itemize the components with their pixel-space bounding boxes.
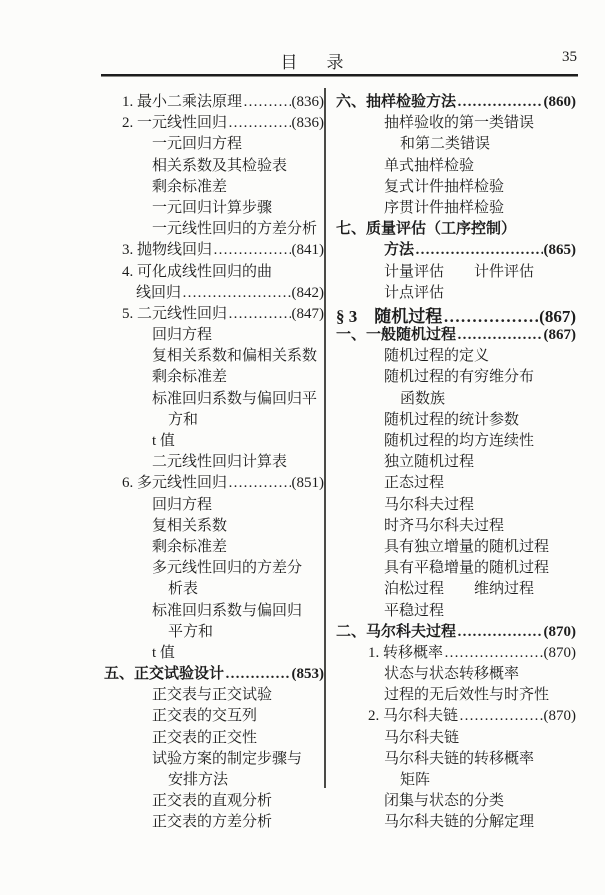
toc-entry-label: 函数族 <box>400 390 446 407</box>
dot-leader <box>457 94 542 111</box>
page-ref: (867) <box>539 306 576 326</box>
toc-entry-label: 剩余标准差 <box>152 538 228 555</box>
toc-entry-label: 一元回归计算步骤 <box>152 199 273 216</box>
toc-line <box>104 556 324 577</box>
toc-entry-label: 二元线性回归计算表 <box>152 454 288 471</box>
toc-entry-label: 相关系数及其检验表 <box>152 157 288 174</box>
page-ref: (870) <box>543 644 576 661</box>
dot-leader <box>457 624 542 641</box>
toc-entry <box>336 641 576 662</box>
toc-entry-label: 一元线性回归的方差分析 <box>152 221 318 238</box>
toc-entry-label: 随机过程的有穷维分布 <box>384 369 535 386</box>
toc-line <box>336 387 576 408</box>
toc-line <box>336 599 576 620</box>
toc-entry-label: 6. 多元线性回归 <box>122 475 228 492</box>
toc-line <box>104 132 324 153</box>
toc-column-right <box>336 90 576 832</box>
toc-entry <box>104 471 324 492</box>
page-ref: (836) <box>291 115 324 132</box>
toc-line <box>104 704 324 725</box>
toc-entry-label: 多元线性回归的方差分 <box>152 560 303 577</box>
toc-entry-label: 复相关系数和偏相关系数 <box>152 348 318 365</box>
toc-entry-label: 复式计件抽样检验 <box>384 178 505 195</box>
toc-entry <box>104 238 324 259</box>
toc-line <box>336 450 576 471</box>
header-rule <box>101 74 578 77</box>
page-ref: (853) <box>291 666 324 683</box>
toc-entry-label: 二、马尔科夫过程 <box>336 623 457 640</box>
toc-entry <box>104 662 324 683</box>
toc-line <box>336 344 576 365</box>
toc-entry-label: 一元回归方程 <box>152 136 243 153</box>
dot-leader <box>228 475 290 492</box>
toc-line <box>104 450 324 471</box>
toc-line <box>104 768 324 789</box>
toc-entry-label: 计点评估 <box>384 284 445 301</box>
toc-entry-label: 试验方案的制定步骤与 <box>152 750 303 767</box>
toc-line <box>336 154 576 175</box>
page-ref: (847) <box>291 305 324 322</box>
toc-line <box>104 154 324 175</box>
toc-line <box>336 662 576 683</box>
toc-entry-label: 安排方法 <box>168 772 229 788</box>
toc-line <box>104 217 324 238</box>
toc-entry-label: 方法 <box>384 242 415 259</box>
toc-entry-label: 正交表的正交性 <box>152 729 258 746</box>
toc-line <box>336 281 576 302</box>
toc-line <box>104 620 324 641</box>
toc-entry-label: 正交表的方差分析 <box>152 814 273 831</box>
toc-entry-label: 方和 <box>168 411 199 428</box>
toc-line <box>104 599 324 620</box>
page-ref: (836) <box>291 94 324 110</box>
toc-line <box>336 768 576 789</box>
toc-line <box>104 344 324 365</box>
toc-column-left <box>104 90 324 832</box>
toc-entry <box>336 90 576 111</box>
toc-line <box>336 196 576 217</box>
page-ref: (865) <box>543 242 576 259</box>
toc-line <box>104 493 324 514</box>
dot-leader <box>443 307 538 327</box>
toc-entry-label: 2. 一元线性回归 <box>122 115 228 132</box>
toc-line <box>336 132 576 153</box>
toc-line <box>104 323 324 344</box>
toc-entry-label: 计量评估 计件评估 <box>384 263 535 280</box>
toc-line <box>104 789 324 810</box>
toc-entry-label: 剩余标准差 <box>152 178 228 195</box>
toc-entry-label: 线回归 <box>136 284 182 301</box>
toc-entry-label: 1. 最小二乘法原理 <box>122 94 243 110</box>
toc-line <box>104 577 324 598</box>
dot-leader <box>182 285 290 302</box>
toc-entry-label: 单式抽样检验 <box>384 157 475 174</box>
toc-line <box>104 387 324 408</box>
toc-entry-label: 平方和 <box>168 623 214 640</box>
toc-entry <box>104 111 324 132</box>
toc-entry-label: 和第二类错误 <box>400 136 491 153</box>
page-ref: (851) <box>291 475 324 492</box>
toc-line <box>336 260 576 281</box>
toc-entry <box>104 302 324 323</box>
toc-entry-label: 5. 二元线性回归 <box>122 305 228 322</box>
toc-line <box>104 641 324 662</box>
toc-entry-label: 正交表与正交试验 <box>152 687 273 704</box>
toc-line <box>336 789 576 810</box>
page-number: 35 <box>562 49 577 65</box>
toc-entry-label: 抽样验收的第一类错误 <box>384 115 535 132</box>
toc-entry-label: 回归方程 <box>152 496 213 513</box>
toc-entry-label: 4. 可化成线性回归的曲 <box>122 263 273 280</box>
toc-entry-label: 正交表的直观分析 <box>152 793 273 810</box>
toc-entry <box>336 323 576 344</box>
toc-entry-label: 矩阵 <box>400 772 431 788</box>
toc-line <box>104 683 324 704</box>
toc-line <box>104 196 324 217</box>
toc-entry-label: 剩余标准差 <box>152 369 228 386</box>
toc-line <box>104 514 324 535</box>
dot-leader <box>415 242 542 259</box>
dot-leader <box>444 645 542 662</box>
toc-line <box>104 175 324 196</box>
toc-entry-label: 复相关系数 <box>152 517 228 534</box>
toc-entry <box>336 302 576 326</box>
toc-line <box>336 726 576 747</box>
toc-entry-label: 正态过程 <box>384 475 445 492</box>
toc-entry-label: 马尔科夫链 <box>384 729 460 746</box>
toc-line <box>104 365 324 386</box>
toc-line <box>336 365 576 386</box>
toc-entry <box>336 620 576 641</box>
toc-line <box>336 514 576 535</box>
toc-line <box>336 747 576 768</box>
dot-leader <box>228 115 290 132</box>
toc-entry <box>336 704 576 725</box>
toc-line <box>336 683 576 704</box>
toc-entry-label: 时齐马尔科夫过程 <box>384 517 505 534</box>
toc-entry-label: 一、一般随机过程 <box>336 327 457 344</box>
toc-entry-label: 泊松过程 维纳过程 <box>384 581 535 598</box>
toc-line <box>336 810 576 831</box>
toc-entry-label: 六、抽样检验方法 <box>336 94 457 110</box>
toc-line <box>104 747 324 768</box>
toc-line <box>336 535 576 556</box>
toc-entry-label: 具有独立增量的随机过程 <box>384 538 550 555</box>
toc-line <box>336 493 576 514</box>
toc-line <box>336 217 576 238</box>
dot-leader <box>243 94 290 111</box>
page-ref: (870) <box>543 623 576 640</box>
toc-entry-label: 1. 转移概率 <box>368 644 444 661</box>
page-ref: (867) <box>543 327 576 344</box>
toc-line <box>104 726 324 747</box>
toc-entry-label: 正交表的交互列 <box>152 708 258 725</box>
dot-leader <box>228 306 290 323</box>
toc-entry-label: t 值 <box>152 433 175 449</box>
dot-leader <box>225 666 290 683</box>
toc-line <box>104 260 324 281</box>
toc-entry-label: 序贯计件抽样检验 <box>384 199 505 216</box>
toc-line <box>104 810 324 831</box>
toc-entry-label: 马尔科夫链的转移概率 <box>384 750 535 767</box>
toc-line <box>336 111 576 132</box>
toc-entry-label: t 值 <box>152 644 175 661</box>
toc-entry-label: 马尔科夫链的分解定理 <box>384 814 535 831</box>
toc-entry-label: 五、正交试验设计 <box>104 666 225 683</box>
column-divider <box>324 88 326 788</box>
toc-entry <box>336 238 576 259</box>
toc-entry-label: 标准回归系数与偏回归平 <box>152 390 318 407</box>
toc-entry <box>104 281 324 302</box>
dot-leader <box>457 327 542 344</box>
toc-entry-label: § 3 随机过程 <box>336 306 443 326</box>
toc-entry-label: 七、质量评估（工序控制） <box>336 221 517 238</box>
toc-entry-label: 马尔科夫过程 <box>384 496 475 513</box>
dot-leader <box>213 242 290 259</box>
toc-line <box>104 408 324 429</box>
toc-entry-label: 具有平稳增量的随机过程 <box>384 560 550 577</box>
toc-line <box>104 535 324 556</box>
toc-entry-label: 回归方程 <box>152 327 213 344</box>
toc-entry-label: 随机过程的均方连续性 <box>384 433 535 449</box>
toc-entry-label: 独立随机过程 <box>384 454 475 471</box>
page-ref: (870) <box>543 708 576 725</box>
toc-entry-label: 析表 <box>168 581 199 598</box>
toc-entry-label: 状态与状态转移概率 <box>384 666 520 683</box>
page-ref: (860) <box>543 94 576 110</box>
toc-line <box>336 556 576 577</box>
toc-entry-label: 闭集与状态的分类 <box>384 793 505 810</box>
toc-line <box>336 429 576 450</box>
toc-entry-label: 随机过程的定义 <box>384 348 490 365</box>
toc-entry-label: 过程的无后效性与时齐性 <box>384 687 550 704</box>
toc-entry-label: 3. 抛物线回归 <box>122 242 213 259</box>
toc-entry-label: 标准回归系数与偏回归 <box>152 602 303 619</box>
toc-line <box>336 408 576 429</box>
toc-line <box>336 471 576 492</box>
toc-entry-label: 随机过程的统计参数 <box>384 411 520 428</box>
toc-entry-label: 2. 马尔科夫链 <box>368 708 459 725</box>
toc-line <box>336 577 576 598</box>
page-ref: (841) <box>291 242 324 259</box>
toc-line <box>104 429 324 450</box>
toc-entry <box>104 90 324 111</box>
page-title: 目 录 <box>280 53 350 72</box>
toc-line <box>336 175 576 196</box>
toc-entry-label: 平稳过程 <box>384 602 445 619</box>
dot-leader <box>459 708 542 725</box>
page-ref: (842) <box>291 284 324 301</box>
